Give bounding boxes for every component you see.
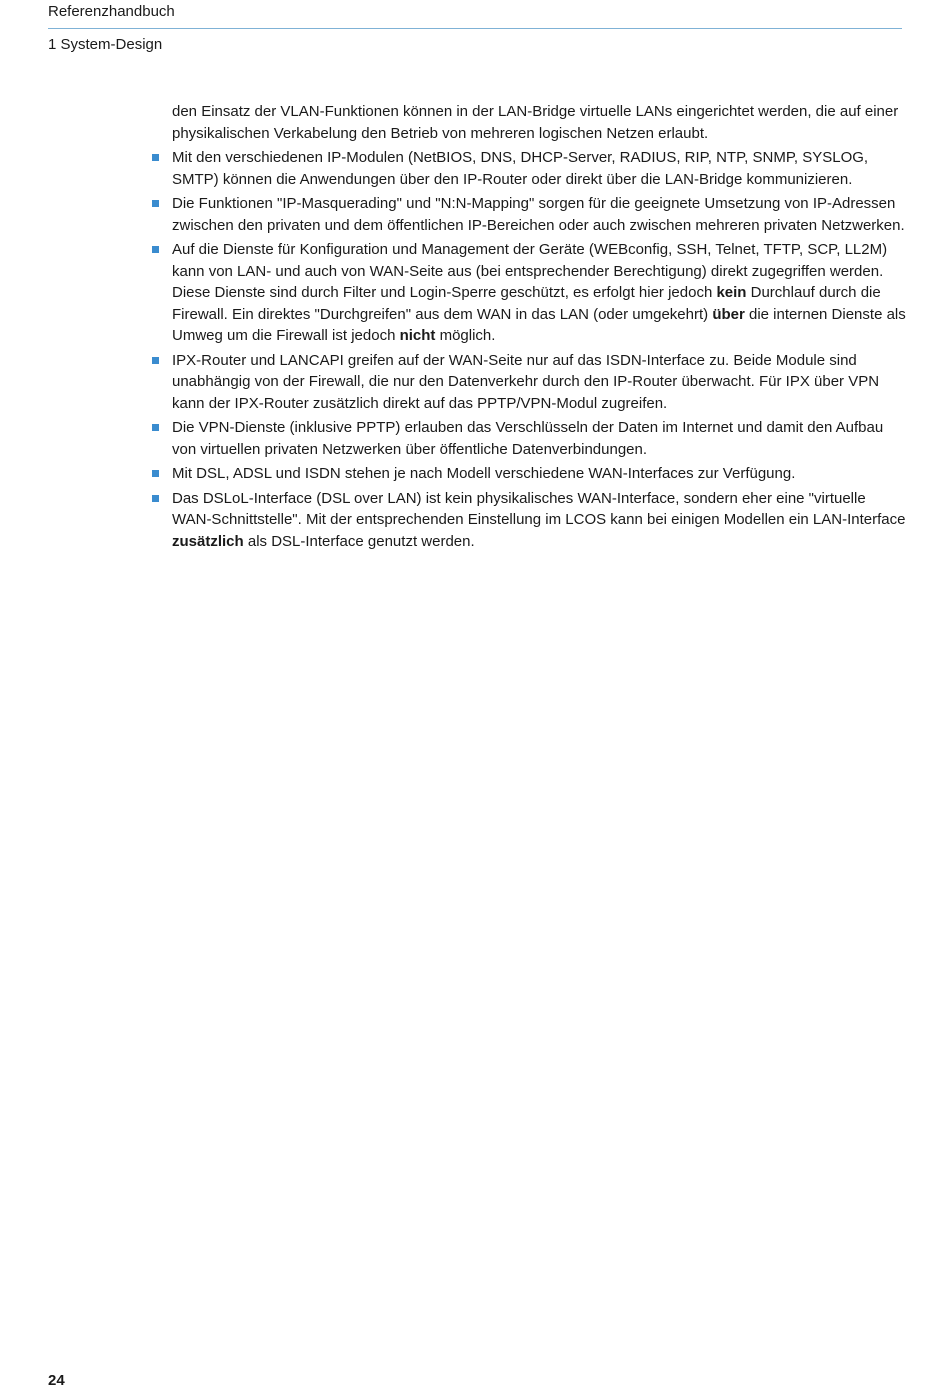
bullet-square-icon bbox=[152, 154, 159, 161]
bullet-list bbox=[172, 147, 908, 552]
list-item-ip-modules bbox=[172, 147, 908, 190]
list-item-text: Auf die Dienste für Konfiguration und Management der Geräte (WEBconfig, SSH, Telnet, TFTP, SCP, LL2M) kann von LAN- und auch von WAN-Seite aus (bei entsprechender Berechtigung) direkt zugegriffen werden. Diese Dienste sind durch Filter und Login-Sperre geschützt, es erfolgt hier jedoch bbox=[172, 241, 888, 301]
list-item-management-services bbox=[172, 239, 908, 347]
list-item-wan-interfaces bbox=[172, 463, 908, 485]
bullet-square-icon bbox=[152, 246, 159, 253]
bullet-square-icon bbox=[152, 357, 159, 364]
list-item-text: Die VPN-Dienste (inklusive PPTP) erlauben das Verschlüsseln der Daten im Internet und damit den Aufbau von virtuellen privaten Netzwerken über öffentliche Datenverbindungen. bbox=[172, 419, 884, 458]
bullet-square-icon bbox=[152, 495, 159, 502]
list-item-text: die internen Dienste als Umweg um die Firewall ist jedoch bbox=[172, 305, 906, 344]
list-item-vpn-services bbox=[172, 417, 908, 460]
list-item-ipx-router bbox=[172, 350, 908, 415]
intro-paragraph: den Einsatz der VLAN-Funktionen können in der LAN-Bridge virtuelle LANs eingerichtet werden, die auf einer physikalischen Verkabelung den Betrieb von mehreren logischen Netzen erlaubt. bbox=[172, 103, 899, 142]
list-item-text: Mit den verschiedenen IP-Modulen (NetBIOS, DNS, DHCP-Server, RADIUS, RIP, NTP, SNMP, SYSLOG, SMTP) können die Anwendungen über den IP-Router oder direkt über die LAN-Bridge kommunizieren. bbox=[172, 149, 869, 188]
list-item-dslol bbox=[172, 488, 908, 553]
document-title: Referenzhandbuch bbox=[48, 3, 175, 20]
list-item-text: möglich. bbox=[435, 327, 496, 344]
main-content bbox=[172, 101, 908, 552]
list-item-text: Das DSLoL-Interface (DSL over LAN) ist kein physikalisches WAN-Interface, sondern eher eine "virtuelle WAN-Schnittstelle". Mit der entsprechenden Einstellung im LCOS kann bei einigen Modellen ein LAN-Interface bbox=[172, 489, 906, 528]
bullet-square-icon bbox=[152, 424, 159, 431]
chapter-title: 1 System-Design bbox=[48, 36, 163, 53]
page-number: 24 bbox=[48, 1372, 65, 1389]
emphasis-text: über bbox=[712, 305, 745, 323]
bullet-square-icon bbox=[152, 200, 159, 207]
list-item-text: Die Funktionen "IP-Masquerading" und "N:N-Mapping" sorgen für die geeignete Umsetzung von IP-Adressen zwischen den privaten und dem öffentlichen IP-Bereichen oder auch zwischen mehreren privaten Netzwerken. bbox=[172, 195, 905, 234]
list-item-text: Durchlauf durch die Firewall. Ein direktes "Durchgreifen" aus dem WAN in das LAN (oder umgekehrt) bbox=[172, 284, 881, 323]
emphasis-text: zusätzlich bbox=[172, 532, 244, 550]
header-divider bbox=[48, 28, 902, 29]
bullet-square-icon bbox=[152, 470, 159, 477]
list-item-text: Mit DSL, ADSL und ISDN stehen je nach Modell verschiedene WAN-Interfaces zur Verfügung. bbox=[172, 465, 796, 482]
emphasis-text: kein bbox=[716, 284, 747, 301]
emphasis-text: nicht bbox=[399, 327, 436, 344]
list-item-text: als DSL-Interface genutzt werden. bbox=[243, 532, 475, 550]
list-item-masquerading bbox=[172, 193, 908, 236]
list-item-text: IPX-Router und LANCAPI greifen auf der WAN-Seite nur auf das ISDN-Interface zu. Beide Module sind unabhängig von der Firewall, die nur den Datenverkehr durch den IP-Router überwacht. Für IPX über VPN kann der IPX-Router zusätzlich direkt auf das PPTP/VPN-Modul zugreifen. bbox=[172, 351, 880, 412]
